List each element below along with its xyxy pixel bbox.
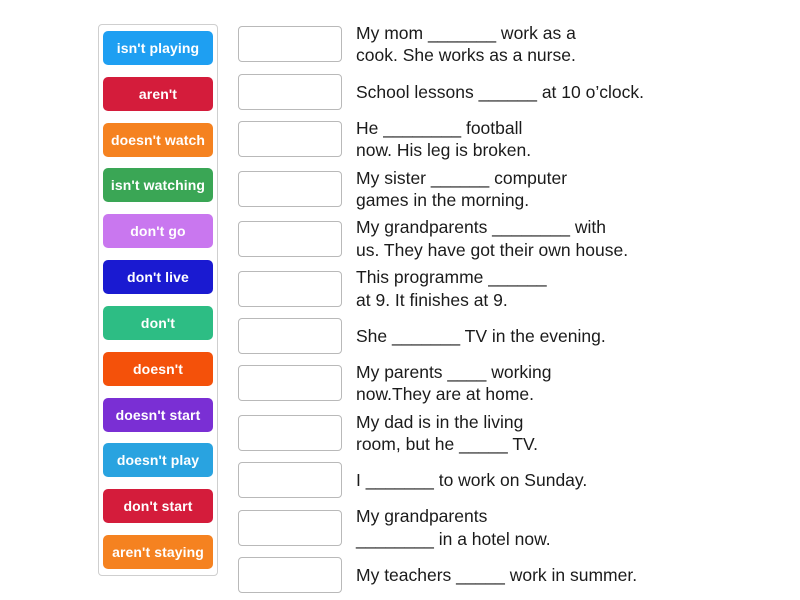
match-row <box>238 22 788 67</box>
sentence-line-1: My mom _______ work as a <box>356 23 576 43</box>
tile-label: doesn't watch <box>110 131 206 148</box>
draggable-tile[interactable] <box>103 443 213 477</box>
sentence-text <box>356 117 531 162</box>
sentence-line-2: ________ in a hotel now. <box>356 528 551 549</box>
tile-label: doesn't play <box>116 452 200 469</box>
match-row <box>238 460 788 500</box>
answer-dropzone[interactable] <box>238 271 342 307</box>
match-row <box>238 555 788 595</box>
sentence-rows-panel <box>238 22 788 600</box>
match-row <box>238 167 788 212</box>
match-row <box>238 505 788 550</box>
sentence-line-1: My parents ____ working <box>356 361 552 382</box>
sentence-line-1: My teachers _____ work in summer. <box>356 565 638 586</box>
draggable-tile[interactable] <box>103 535 213 569</box>
sentence-line-2: now.They are at home. <box>356 384 535 405</box>
sentence-line-2: games in the morning. <box>356 189 530 210</box>
sentence-line-2: at 9. It finishes at 9. <box>356 289 508 310</box>
match-row <box>238 72 788 112</box>
tile-label: don't <box>140 314 176 331</box>
sentence-text <box>356 325 606 347</box>
sentence-text <box>356 266 547 311</box>
draggable-tile[interactable] <box>103 123 213 157</box>
sentence-line-1: This programme ______ <box>356 267 547 288</box>
answer-dropzone[interactable] <box>238 365 342 401</box>
tile-label: isn't watching <box>110 177 206 194</box>
tile-label: aren't staying <box>112 543 204 560</box>
match-row <box>238 411 788 456</box>
answer-dropzone[interactable] <box>238 221 342 257</box>
answer-dropzone[interactable] <box>238 415 342 451</box>
sentence-text <box>356 361 552 406</box>
draggable-tile[interactable] <box>103 77 213 111</box>
sentence-text <box>356 22 576 67</box>
sentence-line-1: School lessons ______ at 10 o’clock. <box>356 81 644 102</box>
draggable-tile[interactable] <box>103 306 213 340</box>
answer-dropzone[interactable] <box>238 121 342 157</box>
tile-label: aren't <box>138 85 178 102</box>
sentence-text <box>356 411 538 456</box>
match-row <box>238 361 788 406</box>
answer-dropzone[interactable] <box>238 557 342 593</box>
sentence-line-1: My grandparents ________ with <box>356 217 607 238</box>
match-row <box>238 316 788 356</box>
sentence-line-2: room, but he _____ TV. <box>356 434 538 455</box>
sentence-line-1: She _______ TV in the evening. <box>356 325 606 346</box>
sentence-text <box>356 564 637 586</box>
draggable-tile[interactable] <box>103 352 213 386</box>
tile-label: doesn't <box>133 360 183 377</box>
sentence-text <box>356 505 551 550</box>
sentence-text <box>356 81 644 103</box>
match-row <box>238 266 788 311</box>
draggable-tile[interactable] <box>103 31 213 65</box>
draggable-tile[interactable] <box>103 168 213 202</box>
sentence-text <box>356 216 628 261</box>
sentence-text <box>356 469 587 491</box>
answer-dropzone[interactable] <box>238 318 342 354</box>
draggable-tile[interactable] <box>103 398 213 432</box>
answer-dropzone[interactable] <box>238 74 342 110</box>
sentence-line-2: cook. She works as a nurse. <box>356 45 576 66</box>
answer-dropzone[interactable] <box>238 171 342 207</box>
sentence-line-1: My grandparents <box>356 506 488 527</box>
sentence-text <box>356 167 567 212</box>
sentence-line-1: My dad is in the living <box>356 411 524 432</box>
sentence-line-1: I _______ to work on Sunday. <box>356 470 588 491</box>
tile-label: don't start <box>123 498 193 515</box>
sentence-line-2: us. They have got their own house. <box>356 239 629 260</box>
answer-dropzone[interactable] <box>238 26 342 62</box>
tile-label: don't live <box>127 269 189 286</box>
match-row <box>238 117 788 162</box>
draggable-tile[interactable] <box>103 489 213 523</box>
sentence-line-2: now. His leg is broken. <box>356 140 532 161</box>
tile-label: isn't playing <box>116 40 200 56</box>
match-row <box>238 216 788 261</box>
tile-label: doesn't start <box>115 406 201 423</box>
sentence-line-1: My sister ______ computer <box>356 167 568 188</box>
sentence-line-1: He ________ football <box>356 117 523 138</box>
draggable-tile[interactable] <box>103 260 213 294</box>
draggable-tile[interactable] <box>103 214 213 248</box>
answer-dropzone[interactable] <box>238 510 342 546</box>
draggable-tiles-panel <box>98 24 218 576</box>
tile-label: don't go <box>130 223 186 240</box>
answer-dropzone[interactable] <box>238 462 342 498</box>
